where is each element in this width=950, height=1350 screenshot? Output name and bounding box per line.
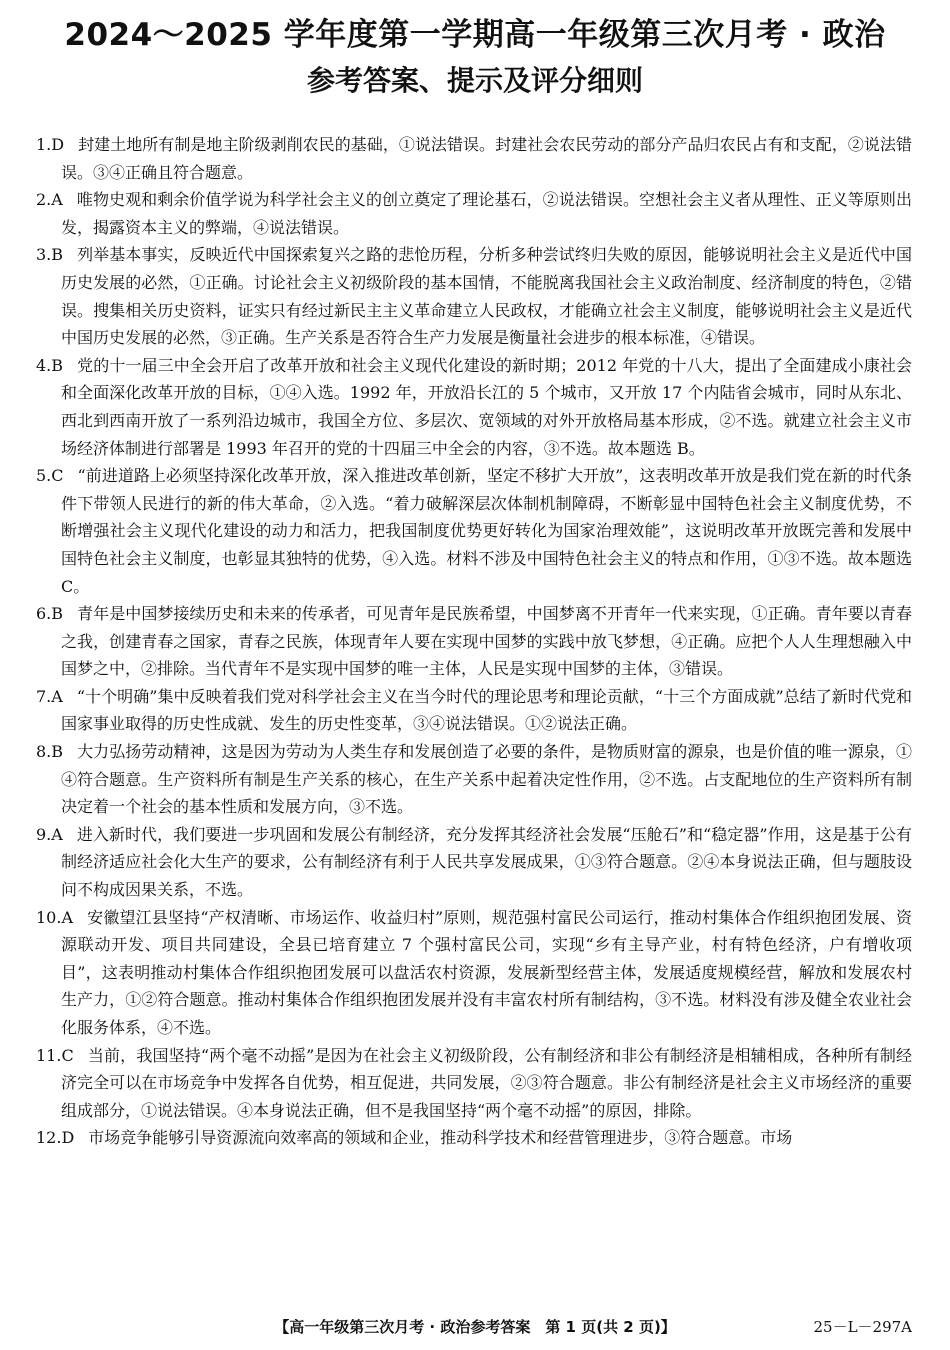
item-answer: A bbox=[61, 907, 74, 927]
item-text: 市场竞争能够引导资源流向效率高的领域和企业，推动科学技术和经营管理进步，③符合题意。市场 bbox=[88, 1128, 793, 1148]
item-number: 11. bbox=[36, 1045, 62, 1065]
item-number: 1. bbox=[36, 135, 52, 154]
page-footer bbox=[0, 1312, 950, 1342]
item-number: 3. bbox=[36, 245, 52, 265]
item-answer: A bbox=[51, 190, 63, 210]
item-text: 当前，我国坚持“两个毫不动摇”是因为在社会主义初级阶段，公有制经济和非公有制经济是相辅相成，各种所有制经济完全可以在市场竞争中发挥各自优势，相互促进，共同发展，②③符合题意。非公有制经济是社会主义市场经济的重要组成部分，①说法错误。④本身说法正确，但不是我国坚持“两个毫不动摇”的原因，排除。 bbox=[61, 1045, 912, 1120]
answer-item bbox=[36, 1042, 912, 1125]
item-text: 封建土地所有制是地主阶级剥削农民的基础，①说法错误。封建社会农民劳动的部分产品归农民占有和支配，②说法错误。③④正确且符合题意。 bbox=[61, 135, 912, 182]
item-answer: C bbox=[61, 1045, 74, 1065]
page-title: 2024～2025 学年度第一学期高一年级第三次月考 · 政治 bbox=[64, 17, 886, 53]
page-subtitle: 参考答案、提示及评分细则 bbox=[306, 64, 643, 97]
answer-item bbox=[36, 131, 912, 186]
item-number: 10. bbox=[36, 907, 62, 927]
item-number: 7. bbox=[36, 686, 52, 706]
answer-list bbox=[36, 131, 912, 1152]
item-text: 大力弘扬劳动精神，这是因为劳动为人类生存和发展创造了必要的条件，是物质财富的源泉，也是价值的唯一源泉，①④符合题意。生产资料所有制是生产关系的核心，在生产关系中起着决定性作用，②不选。占支配地位的生产资料所有制决定着一个社会的基本性质和发展方向，③不选。 bbox=[61, 742, 912, 817]
item-answer: B bbox=[51, 604, 64, 624]
item-answer: A bbox=[51, 824, 63, 844]
item-number: 12. bbox=[36, 1128, 62, 1148]
item-number: 5. bbox=[36, 466, 52, 486]
item-number: 9. bbox=[36, 824, 52, 844]
item-text: “十个明确”集中反映着我们党对科学社会主义在当今时代的理论思考和理论贡献，“十三个方面成就”总结了新时代党和国家事业取得的历史性成就、发生的历史性变革，③④说法错误。①②说法正确。 bbox=[61, 686, 912, 734]
item-answer: B bbox=[51, 742, 64, 762]
item-text: 进入新时代，我们要进一步巩固和发展公有制经济，充分发挥其经济社会发展“压舱石”和“稳定器”作用，这是基于公有制经济适应社会化大生产的要求，公有制经济有利于人民共享发展成果，①③符合题意。②④本身说法正确，但与题肢设问不构成因果关系，不选。 bbox=[61, 824, 912, 900]
footer-doc-code: 25－L－297A bbox=[813, 1318, 912, 1336]
answer-item bbox=[36, 241, 912, 351]
answer-item bbox=[36, 1124, 912, 1152]
item-answer: C bbox=[51, 466, 64, 486]
item-text: 青年是中国梦接续历史和未来的传承者，可见青年是民族希望，中国梦离不开青年一代来实现，①正确。青年要以青春之我，创建青春之国家，青春之民族，体现青年人要在实现中国梦的实践中放飞梦想，④正确。应把个人人生理想融入中国梦之中，②排除。当代青年不是实现中国梦的唯一主体，人民是实现中国梦的主体，③错误。 bbox=[61, 604, 912, 679]
item-text: “前进道路上必须坚持深化改革开放，深入推进改革创新，坚定不移扩大开放”，这表明改革开放是我们党在新的时代条件下带领人民进行的新的伟大革命，②入选。“着力破解深层次体制机制障碍，不断彰显中国特色社会主义制度优势，不断增强社会主义现代化建设的动力和活力，把我国制度优势更好转化为国家治理效能”，这说明改革开放既完善和发展中国特色社会主义制度，也彰显其独特的优势，④入选。材料不涉及中国特色社会主义的特点和作用，①③不选。故本题选 C。 bbox=[61, 466, 912, 596]
answer-item bbox=[36, 738, 912, 821]
footer-page-info: 【高一年级第三次月考 · 政治参考答案 第 1 页(共 2 页)】 bbox=[274, 1318, 676, 1336]
answer-item bbox=[36, 821, 912, 904]
item-answer: B bbox=[51, 355, 64, 375]
item-number: 6. bbox=[36, 604, 52, 624]
item-number: 4. bbox=[36, 355, 52, 375]
item-answer: B bbox=[51, 245, 64, 265]
item-text: 党的十一届三中全会开启了改革开放和社会主义现代化建设的新时期；2012 年党的十八大，提出了全面建成小康社会和全面深化改革开放的目标，①④入选。1992 年，开放沿长江的 5 个城市，又开放 17 个内陆省会城市，同时从东北、西北到西南开放了一系列沿边城市，我国全方位、多层次、宽领域的对外开放格局基本形成，②不选。就建立社会主义市场经济体制进行部署是 1993 年召开的党的十四届三中全会的内容，③不选。故本题选 B。 bbox=[61, 355, 912, 458]
item-text: 列举基本事实，反映近代中国探索复兴之路的悲怆历程，分析多种尝试终归失败的原因，能够说明社会主义是近代中国历史发展的必然，①正确。讨论社会主义初级阶段的基本国情，不能脱离我国社会主义政治制度、经济制度的特色，②错误。搜集相关历史资料，证实只有经过新民主主义革命建立人民政权，才能确立社会主义制度，能够说明社会主义是近代中国历史发展的必然，③正确。生产关系是否符合生产力发展是衡量社会进步的根本标准，④错误。 bbox=[61, 245, 912, 348]
answer-item bbox=[36, 904, 912, 1042]
answer-item bbox=[36, 352, 912, 462]
item-answer: A bbox=[51, 686, 63, 706]
answer-item bbox=[36, 186, 912, 241]
item-text: 唯物史观和剩余价值学说为科学社会主义的创立奠定了理论基石，②说法错误。空想社会主义者从理性、正义等原则出发，揭露资本主义的弊端，④说法错误。 bbox=[61, 190, 912, 237]
item-text: 安徽望江县坚持“产权清晰、市场运作、收益归村”原则，规范强村富民公司运行，推动村集体合作组织抱团发展、资源联动开发、项目共同建设，全县已培育建立 7 个强村富民公司，实现“乡有主导产业，村有特色经济，户有增收项目”，这表明推动村集体合作组织抱团发展可以盘活农村资源，发展新型经营主体，发展适度规模经营，解放和发展农村生产力，①②符合题意。推动村集体合作组织抱团发展并没有丰富农村所有制结构，③不选。材料没有涉及健全农业社会化服务体系，④不选。 bbox=[61, 907, 912, 1037]
answer-item bbox=[36, 600, 912, 683]
item-number: 8. bbox=[36, 742, 52, 762]
answer-item bbox=[36, 683, 912, 738]
item-answer: D bbox=[61, 1128, 75, 1148]
answer-item bbox=[36, 462, 912, 600]
item-answer: D bbox=[51, 135, 65, 154]
item-number: 2. bbox=[36, 190, 52, 210]
